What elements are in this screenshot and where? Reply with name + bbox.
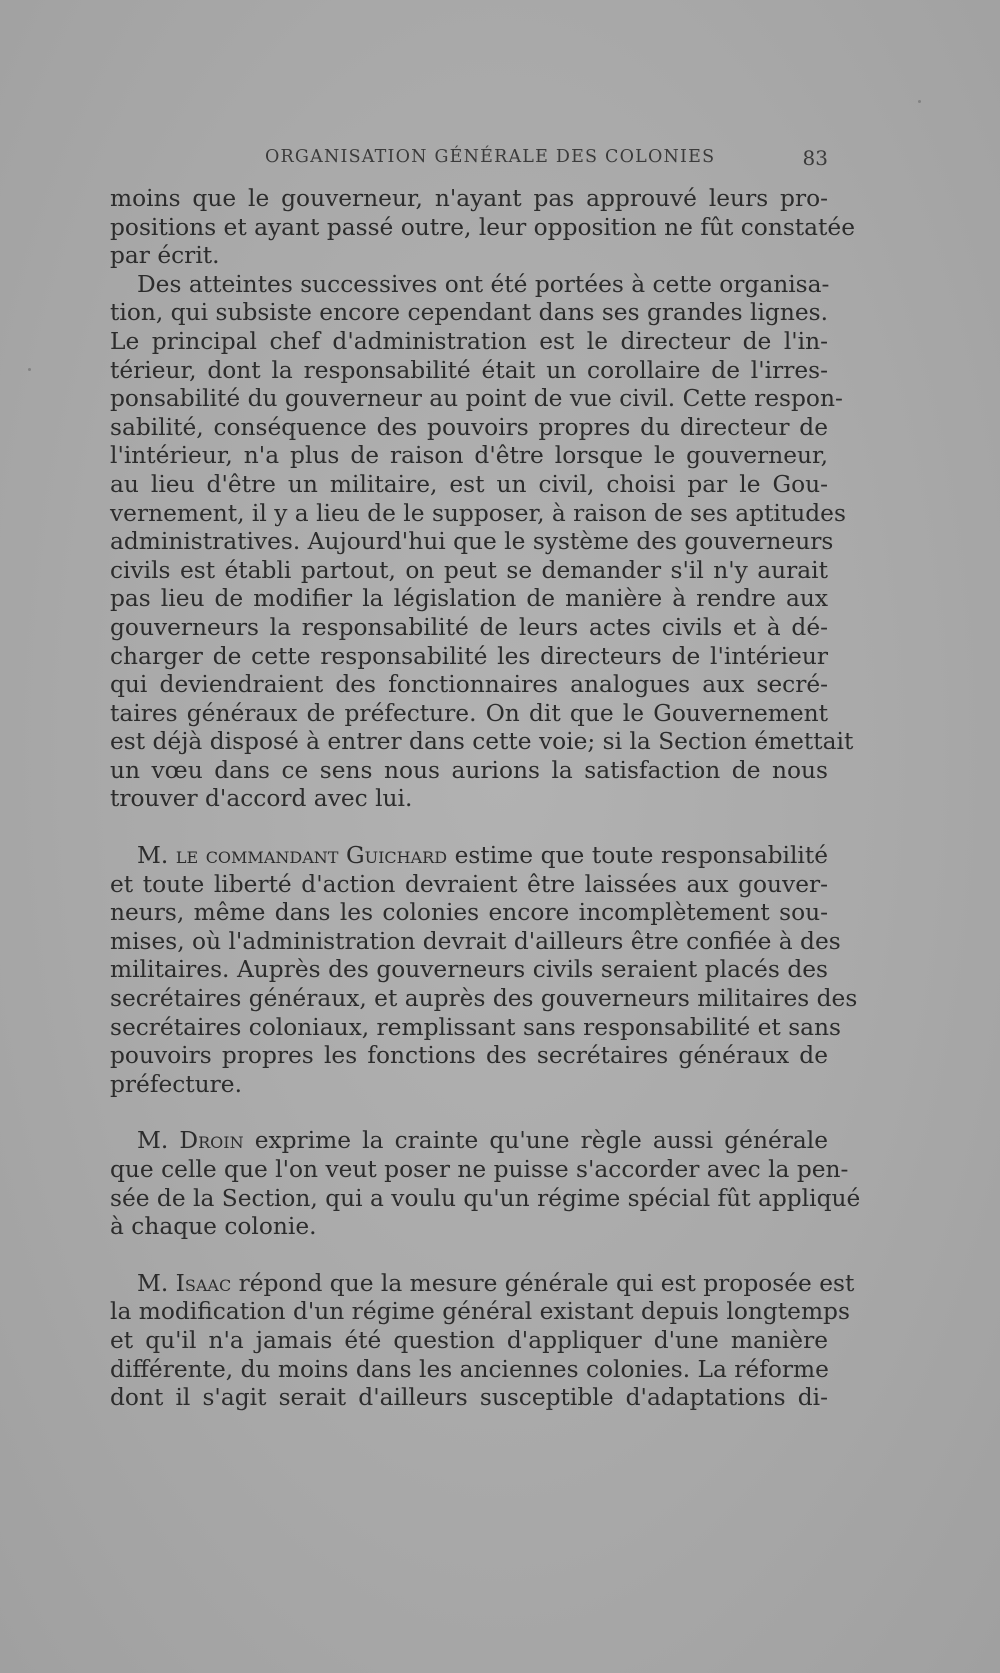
text-line: administratives. Aujourd'hui que le système des gouverneurs [110, 528, 834, 556]
text-line: neurs, même dans les colonies encore incomplètement sou- [110, 899, 828, 927]
speaker-prefix: M. [137, 1269, 169, 1297]
text-line: ponsabilité du gouverneur au point de vue civil. Cette respon- [110, 385, 843, 413]
paragraph [110, 1269, 855, 1413]
text-line: est déjà disposé à entrer dans cette voie; si la Section émettait [110, 728, 854, 756]
text-line: dont il s'agit serait d'ailleurs susceptible d'adaptations di- [110, 1384, 828, 1412]
speaker-prefix: M. [137, 842, 169, 870]
text-line: par écrit. [110, 242, 220, 270]
paragraph-gap [110, 1242, 828, 1270]
text-line: Des atteintes successives ont été portées à cette organisa- [137, 270, 830, 298]
text-line: et toute liberté d'action devraient être laissées aux gouver- [110, 870, 828, 898]
text-line [110, 1127, 828, 1156]
text-line: sée de la Section, qui a voulu qu'un régime spécial fût appliqué [110, 1184, 861, 1212]
text-line: mises, où l'administration devrait d'ailleurs être confiée à des [110, 927, 841, 955]
text-line: que celle que l'on veut poser ne puisse s'accorder avec la pen- [110, 1156, 849, 1183]
running-head [110, 147, 828, 171]
line-text: estime que toute responsabilité [454, 842, 829, 870]
text-line: pas lieu de modifier la législation de manière à rendre aux [110, 585, 828, 613]
text-line [110, 842, 828, 871]
text-line: qui deviendraient des fonctionnaires analogues aux secré- [110, 671, 828, 699]
paragraph [110, 270, 854, 814]
text-line: gouverneurs la responsabilité de leurs actes civils et à dé- [110, 613, 828, 641]
text-line: térieur, dont la responsabilité était un corollaire de l'irres- [110, 356, 828, 384]
speaker-name: Droin [179, 1127, 244, 1155]
scan-speck [918, 100, 921, 103]
line-text: répond que la mesure générale qui est proposée est [238, 1269, 855, 1297]
paragraph-gap [110, 1099, 828, 1127]
text-line: un vœu dans ce sens nous aurions la satisfaction de nous [110, 756, 828, 784]
line-text: exprime la crainte qu'une règle aussi générale [254, 1127, 829, 1155]
scan-speck [28, 368, 31, 371]
text-line: pouvoirs propres les fonctions des secrétaires généraux de [110, 1042, 828, 1070]
text-line: taires généraux de préfecture. On dit que le Gouvernement [110, 699, 828, 727]
text-line: Le principal chef d'administration est le directeur de l'in- [110, 327, 828, 355]
text-line: trouver d'accord avec lui. [110, 785, 413, 813]
paragraph [110, 185, 855, 271]
speaker-prefix: M. [137, 1127, 169, 1155]
text-line: au lieu d'être un militaire, est un civil, choisi par le Gou- [110, 470, 828, 498]
page-number: 83 [802, 146, 828, 170]
text-line: à chaque colonie. [110, 1213, 317, 1241]
paragraph-gap [110, 814, 828, 842]
paragraph [110, 842, 858, 1099]
text-line: secrétaires généraux, et auprès des gouverneurs militaires des [110, 985, 858, 1013]
text-line: tion, qui subsiste encore cependant dans ses grandes lignes. [110, 299, 828, 327]
text-line: l'intérieur, n'a plus de raison d'être lorsque le gouverneur, [110, 442, 828, 470]
speaker-name: Isaac [175, 1269, 232, 1297]
text-line: et qu'il n'a jamais été question d'appliquer d'une manière [110, 1326, 828, 1354]
text-line [110, 1269, 855, 1299]
text-line: positions et ayant passé outre, leur opposition ne fût constatée [110, 213, 855, 241]
text-line: la modification d'un régime général existant depuis longtemps [110, 1298, 850, 1326]
text-line: préfecture. [110, 1070, 242, 1098]
text-line: sabilité, conséquence des pouvoirs propres du directeur de [110, 413, 828, 441]
text-line: vernement, il y a lieu de le supposer, à raison de ses aptitudes [110, 499, 846, 527]
text-line: moins que le gouverneur, n'ayant pas approuvé leurs pro- [110, 185, 828, 212]
paragraph [110, 1127, 861, 1241]
text-line: charger de cette responsabilité les directeurs de l'intérieur [110, 642, 828, 670]
speaker-name: le commandant Guichard [175, 842, 448, 870]
text-line: civils est établi partout, on peut se demander s'il n'y aurait [110, 556, 828, 584]
text-line: différente, du moins dans les anciennes colonies. La réforme [110, 1355, 829, 1383]
text-line: secrétaires coloniaux, remplissant sans responsabilité et sans [110, 1013, 842, 1041]
text-line: militaires. Auprès des gouverneurs civils seraient placés des [110, 956, 828, 984]
running-title: ORGANISATION GÉNÉRALE DES COLONIES [265, 147, 716, 167]
body-text [110, 185, 861, 1413]
